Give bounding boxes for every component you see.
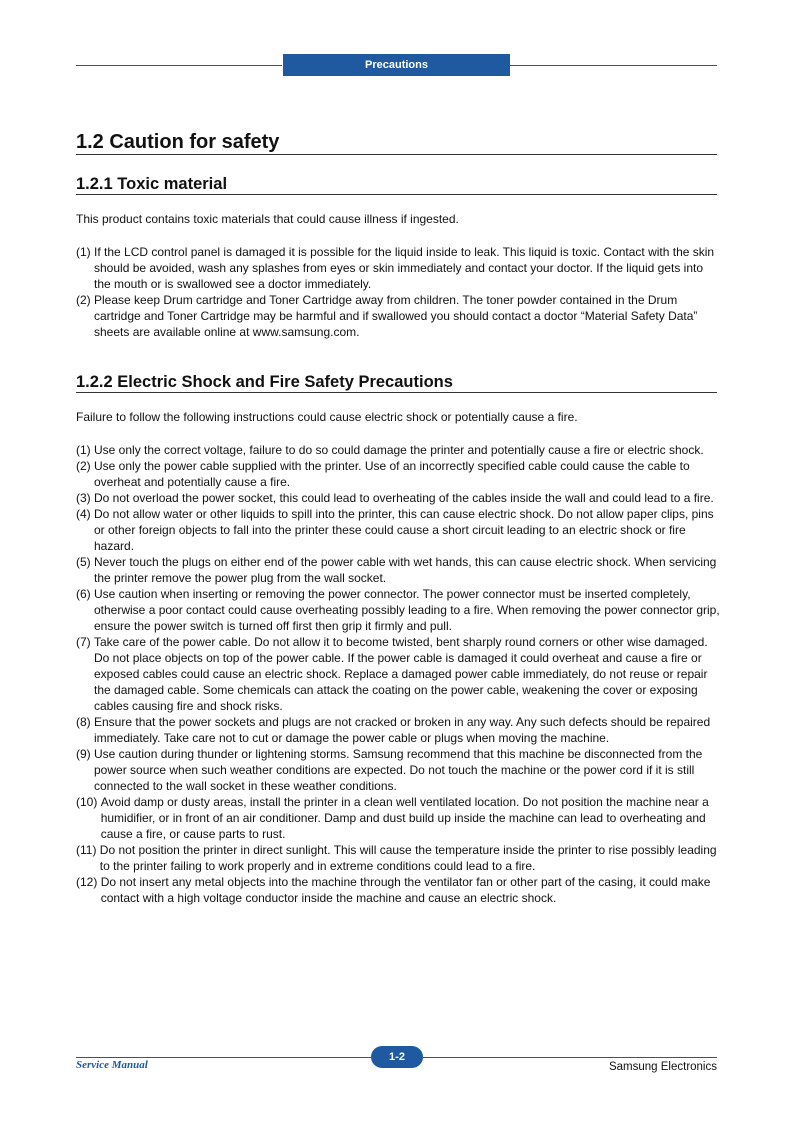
list-text: Use caution during thunder or lightening storms. Samsung recommend that this machine be disconnected from the power source when such weather conditions are expected. Do not touch the machine or the power cord if it is still connected to the wall socket in these weather conditions. [94, 747, 703, 793]
section-title: 1.2 Caution for safety [76, 130, 717, 155]
list-item [76, 746, 721, 794]
electric-list [76, 442, 721, 906]
list-item [76, 874, 721, 906]
list-text: If the LCD control panel is damaged it is possible for the liquid inside to leak. This liquid is toxic. Contact with the skin should be avoided, wash any splashes from eyes or skin immediately and contact your doctor. If the liquid gets into the mouth or is swallowed see a doctor immediately. [94, 245, 715, 291]
list-text: Do not insert any metal objects into the machine through the ventilator fan or other part of the casing, it could make contact with a high voltage conductor inside the machine and cause an electric shock. [100, 875, 711, 905]
toxic-list [76, 244, 721, 340]
list-number: (5) [76, 555, 94, 569]
toxic-material-heading: 1.2.1 Toxic material [76, 174, 717, 195]
list-number: (4) [76, 507, 94, 521]
list-item [76, 586, 721, 634]
list-item [76, 842, 721, 874]
list-number: (1) [76, 443, 94, 457]
list-item [76, 490, 721, 506]
footer-rule-left [76, 1057, 371, 1058]
footer-service-manual: Service Manual [76, 1059, 148, 1071]
header-section-tab [283, 54, 510, 76]
list-number: (9) [76, 747, 94, 761]
header-rule-right [510, 65, 717, 66]
toxic-intro: This product contains toxic materials that could cause illness if ingested. [76, 212, 459, 226]
list-number: (2) [76, 293, 94, 307]
header-rule-left [76, 65, 282, 66]
list-text: Avoid damp or dusty areas, install the printer in a clean well ventilated location. Do not position the machine near a humidifier, or in front of an air conditioner. Damp and dust build up inside the machine can lead to overheating and cause a fire, or cause parts to rust. [100, 795, 709, 841]
list-item [76, 794, 721, 842]
list-item [76, 634, 721, 714]
list-text: Never touch the plugs on either end of the power cable with wet hands, this can cause electric shock. When servicing the printer remove the power plug from the wall socket. [94, 555, 717, 585]
list-text: Do not allow water or other liquids to spill into the printer, this can cause electric shock. Do not allow paper clips, pins or other foreign objects to fall into the printer these could cause a short circuit leading to an electric shock or fire hazard. [94, 507, 714, 553]
footer-company: Samsung Electronics [608, 1061, 717, 1073]
list-text: Use only the power cable supplied with the printer. Use of an incorrectly specified cable could cause the cable to overheat and potentially cause a fire. [94, 459, 690, 489]
electric-intro: Failure to follow the following instructions could cause electric shock or potentially cause a fire. [76, 410, 578, 424]
list-text: Use caution when inserting or removing the power connector. The power connector must be inserted completely, otherwise a poor contact could cause overheating possibly leading to a fire. When removing the power connector grip, ensure the power switch is turned off first then grip it firmly and pull. [94, 587, 720, 633]
list-number: (2) [76, 459, 94, 473]
list-text: Do not overload the power socket, this could lead to overheating of the cables inside the wall and could lead to a fire. [94, 491, 714, 505]
list-text: Do not position the printer in direct sunlight. This will cause the temperature inside the printer to rise possibly leading to the printer failing to work properly and in extreme conditions could lead to a fire. [99, 843, 717, 873]
list-number: (7) [76, 635, 94, 649]
header-tab-label: Precautions [365, 59, 428, 71]
page-number: 1-2 [389, 1051, 405, 1063]
list-item [76, 714, 721, 746]
list-item [76, 442, 721, 458]
list-text: Take care of the power cable. Do not allow it to become twisted, bent sharply round corners or other wise damaged. Do not place objects on top of the power cable. If the power cable is damaged it could overheat and cause a fire or exposed cables could cause an electric shock. Replace a damaged power cable immediately, do not reuse or repair the damaged cable. Some chemicals can attack the coating on the power cable, weakening the cover or exposing cables causing fire and shock risks. [94, 635, 708, 713]
electric-safety-heading: 1.2.2 Electric Shock and Fire Safety Precautions [76, 372, 717, 393]
list-number: (6) [76, 587, 94, 601]
list-number: (3) [76, 491, 94, 505]
list-text: Please keep Drum cartridge and Toner Cartridge away from children. The toner powder contained in the Drum cartridge and Toner Cartridge may be harmful and if swallowed you should contact a doctor “Material Safety Data” sheets are available online at www.samsung.com. [94, 293, 698, 339]
list-item [76, 458, 721, 490]
list-item [76, 554, 721, 586]
list-number: (10) [76, 795, 101, 809]
list-number: (11) [76, 843, 100, 857]
list-item [76, 292, 721, 340]
footer-rule-right [423, 1057, 717, 1058]
list-number: (12) [76, 875, 101, 889]
list-text: Use only the correct voltage, failure to do so could damage the printer and potentially cause a fire or electric shock. [94, 443, 704, 457]
list-item [76, 244, 721, 292]
list-text: Ensure that the power sockets and plugs are not cracked or broken in any way. Any such defects should be repaired immediately. Take care not to cut or damage the power cable or plugs when moving the machine. [94, 715, 711, 745]
list-number: (8) [76, 715, 94, 729]
page-number-badge [371, 1046, 423, 1068]
list-number: (1) [76, 245, 94, 259]
list-item [76, 506, 721, 554]
